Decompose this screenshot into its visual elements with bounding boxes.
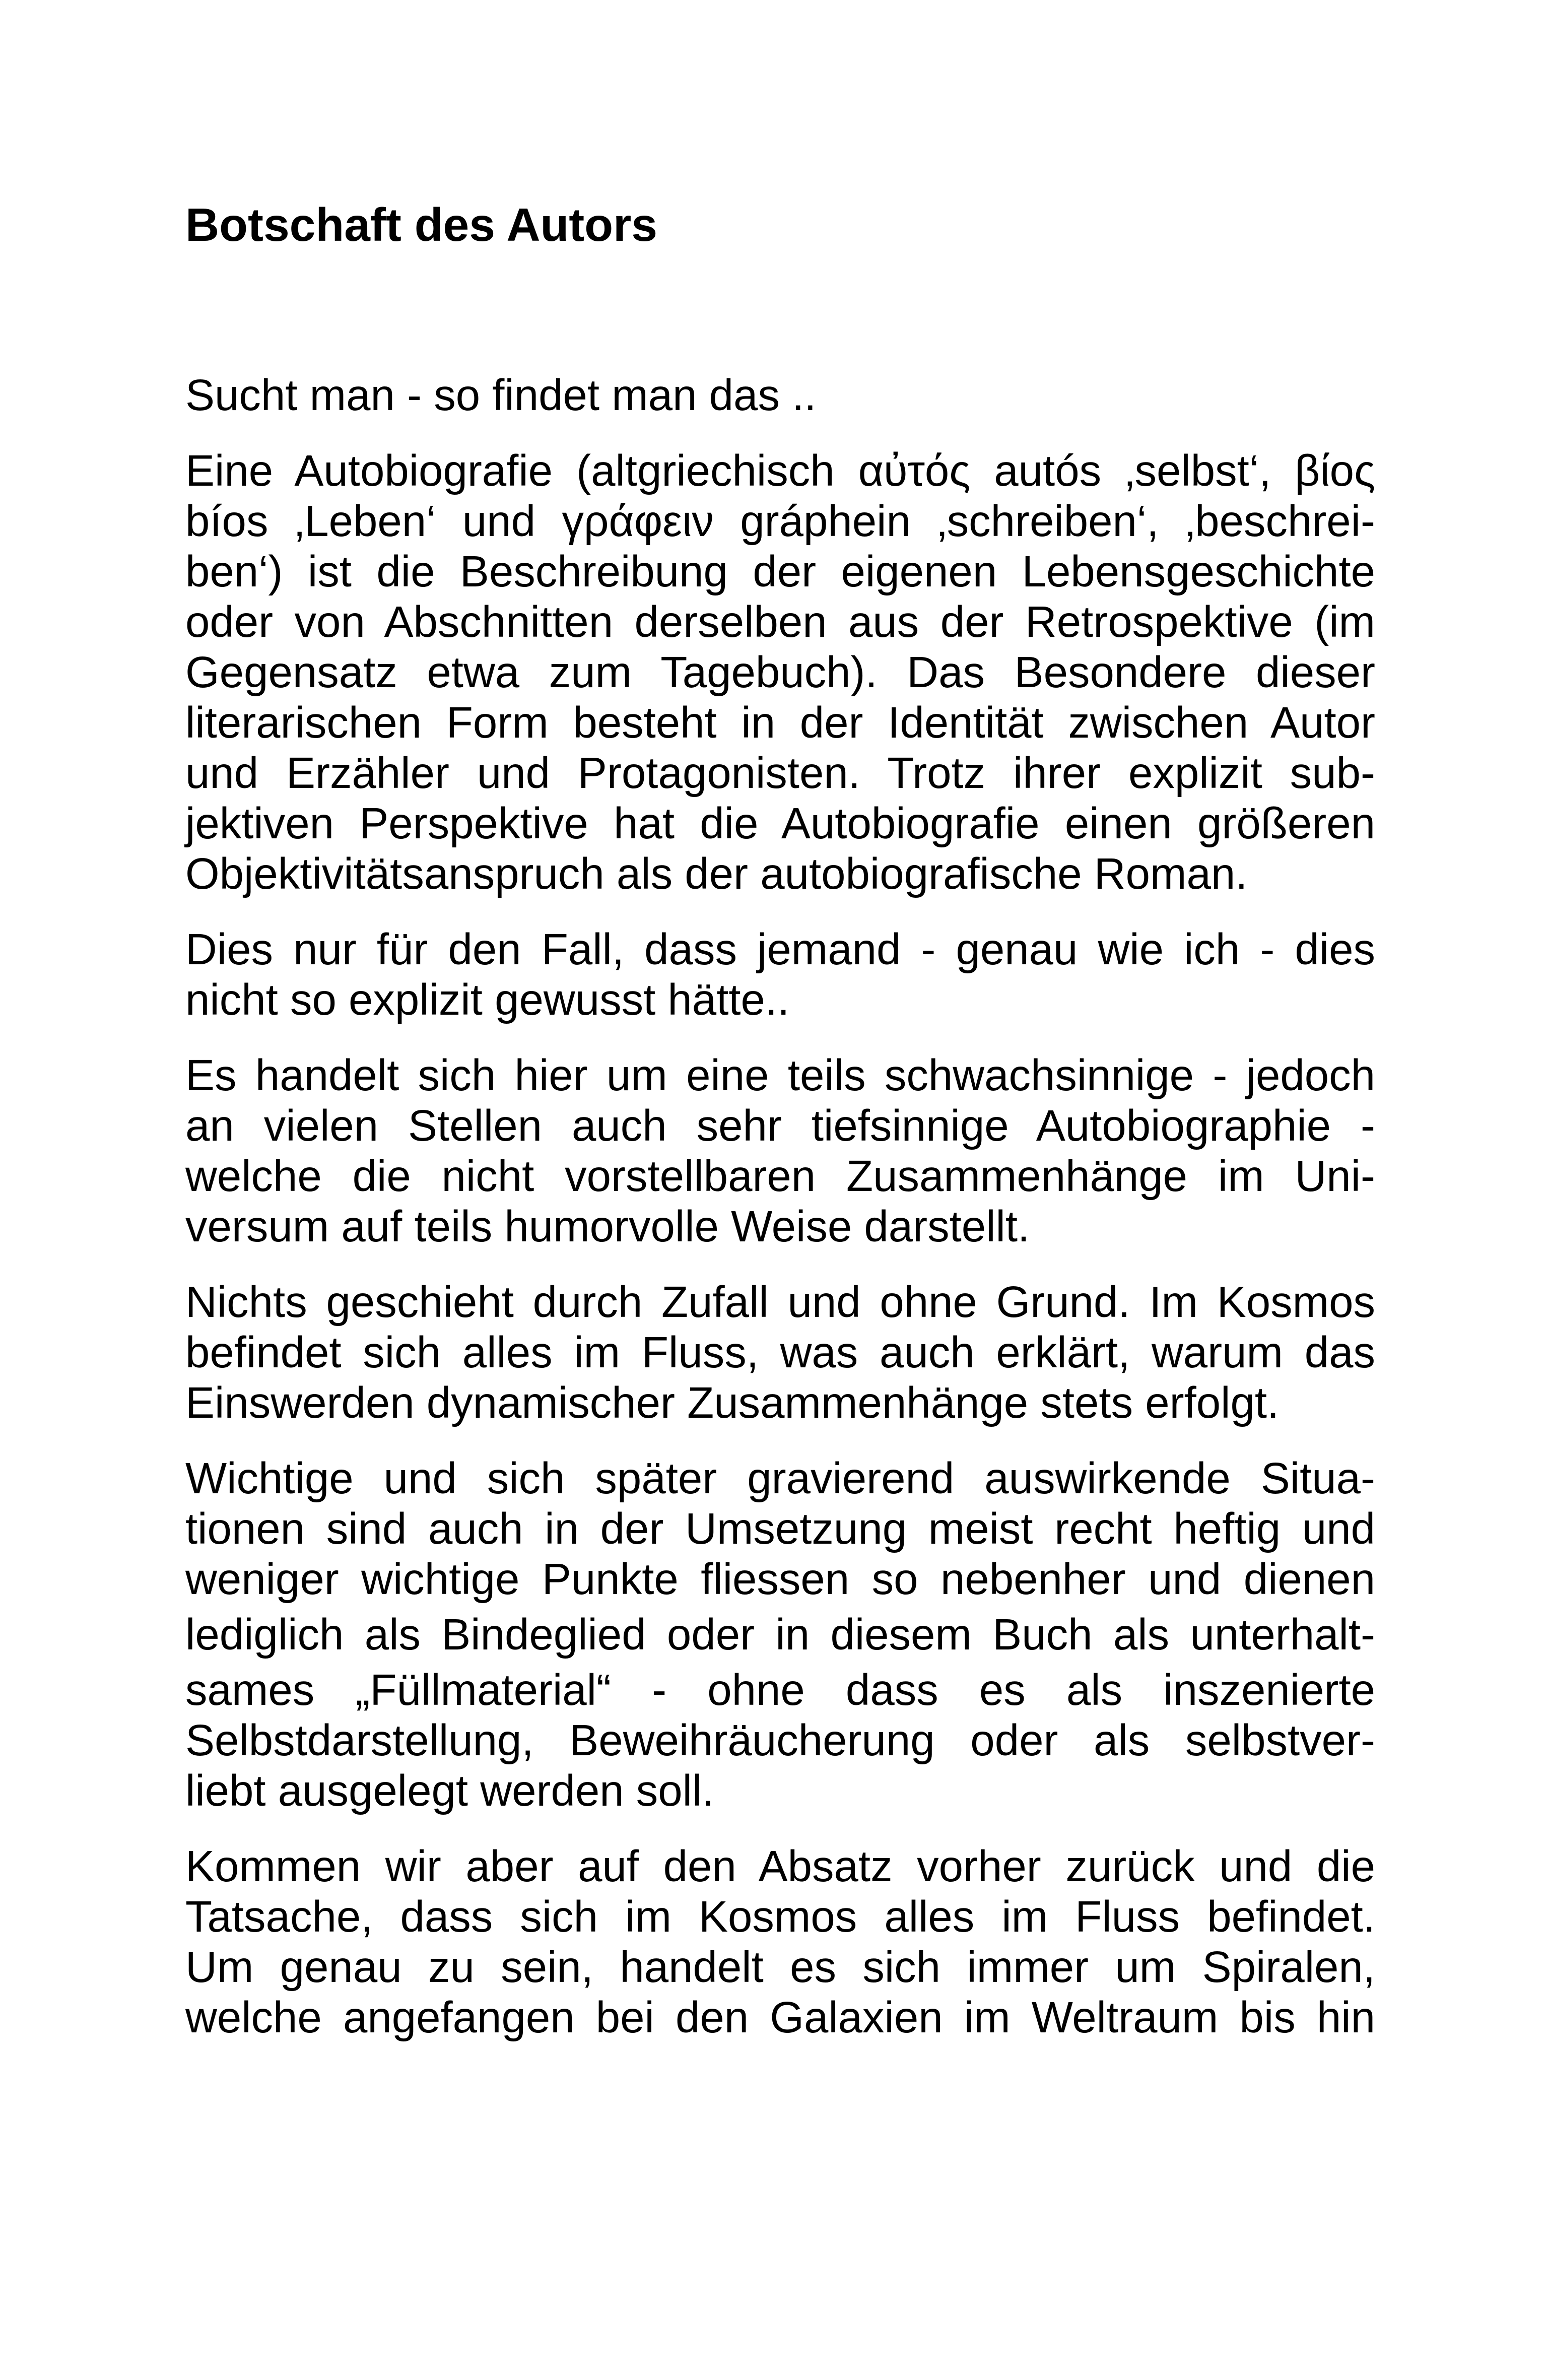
- text-line: literarischen Form besteht in der Identität zwischen Autor: [185, 698, 1375, 747]
- text-line: Es handelt sich hier um eine teils schwachsinnige - jedoch: [185, 1051, 1375, 1100]
- text-line: sames „Füllmaterial“ - ohne dass es als inszenierte: [185, 1666, 1375, 1714]
- text-line: bíos ‚Leben‘ und γράφειν gráphein ‚schreiben‘, ‚beschrei-: [185, 497, 1375, 546]
- text-line: weniger wichtige Punkte fliessen so nebenher und dienen: [185, 1555, 1375, 1604]
- text-line: Wichtige und sich später gravierend auswirkende Situa-: [185, 1454, 1375, 1503]
- text-line: Kommen wir aber auf den Absatz vorher zurück und die: [185, 1842, 1375, 1891]
- text-line: Tatsache, dass sich im Kosmos alles im Fluss befindet.: [185, 1892, 1375, 1941]
- text-line: lediglich als Bindeglied oder in diesem Buch als unterhalt-: [185, 1610, 1375, 1659]
- text-line: versum auf teils humorvolle Weise darstellt.: [185, 1202, 1030, 1251]
- text-line: Eine Autobiografie (altgriechisch αὐτός autós ‚selbst‘, βίος: [185, 446, 1375, 495]
- text-line: Dies nur für den Fall, dass jemand - genau wie ich - dies: [185, 925, 1375, 974]
- text-line: und Erzähler und Protagonisten. Trotz ihrer explizit sub-: [185, 749, 1375, 798]
- text-line: Um genau zu sein, handelt es sich immer um Spiralen,: [185, 1943, 1375, 1992]
- text-line: tionen sind auch in der Umsetzung meist recht heftig und: [185, 1504, 1375, 1553]
- text-line: Objektivitätsanspruch als der autobiografische Roman.: [185, 849, 1248, 898]
- text-line: an vielen Stellen auch sehr tiefsinnige Autobiographie -: [185, 1101, 1375, 1150]
- text-line: befindet sich alles im Fluss, was auch erklärt, warum das: [185, 1328, 1375, 1377]
- text-line: Nichts geschieht durch Zufall und ohne Grund. Im Kosmos: [185, 1278, 1375, 1327]
- text-line: jektiven Perspektive hat die Autobiografie einen größeren: [185, 799, 1375, 848]
- text-line: Gegensatz etwa zum Tagebuch). Das Besondere dieser: [185, 648, 1375, 697]
- text-line: nicht so explizit gewusst hätte..: [185, 975, 790, 1024]
- text-line: Selbstdarstellung, Beweihräucherung oder als selbstver-: [185, 1716, 1375, 1765]
- page-title: Botschaft des Autors: [185, 199, 657, 251]
- text-line: welche die nicht vorstellbaren Zusammenhänge im Uni-: [185, 1152, 1375, 1201]
- text-line: liebt ausgelegt werden soll.: [185, 1766, 714, 1815]
- text-line: welche angefangen bei den Galaxien im Weltraum bis hin: [185, 1993, 1375, 2042]
- text-line: Sucht man - so findet man das ..: [185, 371, 817, 420]
- text-line: Einswerden dynamischer Zusammenhänge stets erfolgt.: [185, 1378, 1280, 1427]
- text-line: oder von Abschnitten derselben aus der Retrospektive (im: [185, 598, 1375, 646]
- text-line: ben‘) ist die Beschreibung der eigenen Lebensgeschichte: [185, 547, 1375, 596]
